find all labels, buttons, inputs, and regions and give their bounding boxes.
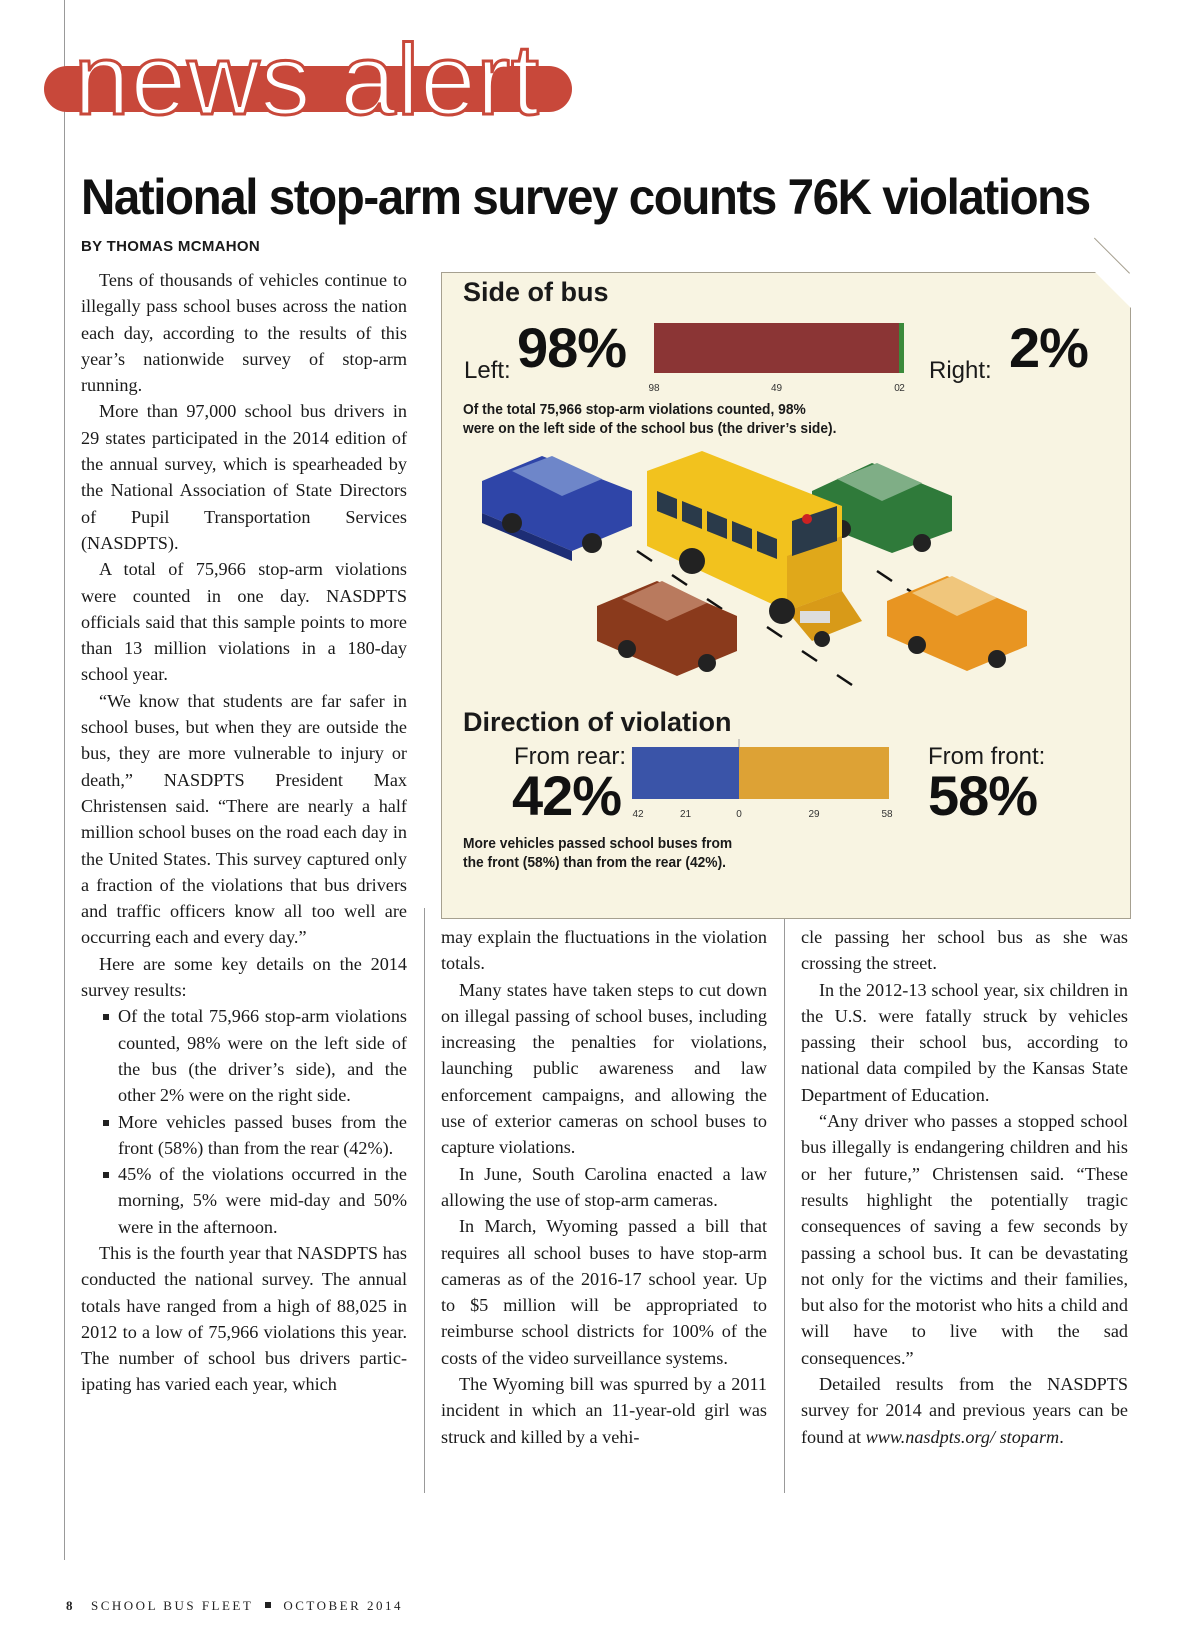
banner-text: news alert <box>74 24 540 136</box>
paragraph: In the 2012-13 school year, six children in the U.S. were fatally struck by vehicles passing their school bus, according to national data compiled by the Kansas State Department of Education. <box>801 979 1128 1105</box>
paragraph: More than 97,000 school bus drivers in 29 states participated in the 2014 edition of the annual survey, which is spearheaded by the National Association of State Directors of Pupil Transportation Services (NASDPTS). <box>81 401 407 553</box>
paragraph <box>801 1371 1128 1450</box>
tick-label: 42 <box>632 809 644 820</box>
paragraph: may explain the fluctuations in the violation totals. <box>441 927 767 974</box>
brown-car-icon <box>597 581 737 676</box>
infographic <box>441 272 1131 919</box>
paragraph-text: . <box>1059 1426 1064 1447</box>
list-item: Of the total 75,966 stop-arm violations counted, 98% were on the left side of the bus (the driver’s side), and the other 2% were on the right side. <box>81 1003 407 1108</box>
paragraph-text: Detailed results from the NASDPTS survey for 2014 and previous years can be found at <box>801 1374 1128 1447</box>
news-alert-banner <box>44 24 574 136</box>
rear-percent: 42% <box>512 764 622 827</box>
tick-label: 29 <box>808 809 820 820</box>
list-item: 45% of the violations occurred in the morning, 5% were mid-day and 50% were in the afternoon. <box>81 1161 407 1240</box>
column-rule <box>424 908 425 1493</box>
paragraph: “We know that students are far safer in school buses, but when they are outside the bus, they are more vulnerable to injury or death,” NASDPTS President Max Christensen said. “There are nearly a half million school buses on the road each day in the United States. This survey captured only a fraction of the violations that bus drivers and traffic officers know all too well are occurring each and every day.” <box>81 690 407 948</box>
tick-label: 0 <box>736 809 742 820</box>
front-percent: 58% <box>928 764 1038 827</box>
article-column-3 <box>801 924 1128 1450</box>
page-number: 8 <box>66 1598 75 1613</box>
footer-separator <box>265 1602 271 1608</box>
key-details-list <box>81 1003 407 1240</box>
front-label: From front: <box>928 743 1046 770</box>
paragraph: This is the fourth year that NASDPTS has conducted the national survey. The annual totals have ranged from a high of 88,025 in 2012 to a low of 75,966 violations this year. The number of school bus drivers participating has varied each year, which <box>81 1242 407 1395</box>
corner-fold <box>1095 272 1131 308</box>
page-footer <box>66 1598 403 1614</box>
bar-front <box>739 747 889 799</box>
right-label: Right: <box>929 357 992 384</box>
corner-fold-line <box>1094 238 1130 274</box>
direction-caption-line-1: More vehicles passed school buses from <box>463 835 733 852</box>
tick-label: 58 <box>881 809 893 820</box>
paragraph: “Any driver who passes a stopped school bus illegally is endangering children and his or her future,” Christensen said. “These results highlight the potentially tragic consequences of saving a few seconds by passing a school bus. It can be devastating not only for the victims and their families, but also for the motorist who hits a child and will have to live with the sad consequences.” <box>801 1111 1128 1368</box>
column-rule <box>784 908 785 1493</box>
magazine-name: SCHOOL BUS FLEET <box>91 1598 254 1613</box>
tick-label: 98 <box>648 383 660 394</box>
tick-label: 21 <box>679 809 692 820</box>
side-caption-line-2: were on the left side of the school bus (the driver’s side). <box>463 420 837 437</box>
left-label: Left: <box>464 357 511 384</box>
direction-ticks <box>632 809 893 820</box>
paragraph: Tens of thousands of vehicles continue to illegally pass school buses across the nation each day, according to the results of this year’s nationwide survey of stop-arm running. <box>81 270 407 396</box>
side-caption-line-1: Of the total 75,966 stop-arm violations counted, 98% <box>463 401 806 418</box>
paragraph: cle passing her school bus as she was crossing the street. <box>801 927 1128 974</box>
paragraph: In June, South Carolina enacted a law allowing the use of stop-arm cameras. <box>441 1163 767 1210</box>
direction-caption-line-2: the front (58%) than from the rear (42%). <box>463 854 727 871</box>
side-of-bus-title: Side of bus <box>463 277 609 307</box>
paragraph: In March, Wyoming passed a bill that requires all school buses to have stop-arm cameras as of the 2016-17 school year. Up to $5 million will be appropriated to reimburse school districts for 100% of the costs of the video surveillance systems. <box>441 1216 767 1368</box>
paragraph: A total of 75,966 stop-arm violations were counted in one day. NASDPTS officials said that this sample points to more than 13 million violations in a 180-day school year. <box>81 559 407 685</box>
side-of-bus-chart <box>648 323 914 394</box>
tick-label: 49 <box>770 383 783 394</box>
article-column-1 <box>81 267 407 1398</box>
article-column-2 <box>441 924 767 1450</box>
right-percent: 2% <box>1009 316 1088 379</box>
tick-label: 0 <box>894 383 900 394</box>
paragraph: Many states have taken steps to cut down on illegal passing of school buses, including increasing the penalties for violations, launching public awareness and law enforcement campaigns, and allowing the use of exterior cameras on school buses to capture violations. <box>441 979 767 1158</box>
bar-left <box>654 323 899 373</box>
issue-date: OCTOBER 2014 <box>283 1598 403 1613</box>
list-item: More vehicles passed buses from the front (58%) than from the rear (42%). <box>81 1109 407 1162</box>
headline: National stop-arm survey counts 76K violations <box>81 169 1090 225</box>
bus-and-cars-illustration <box>482 451 1102 711</box>
left-percent: 98% <box>517 316 627 379</box>
blue-car-icon <box>482 456 632 561</box>
nasdpts-link[interactable]: www.nasdpts.org/ stoparm <box>865 1426 1060 1447</box>
side-ticks <box>648 383 905 394</box>
paragraph: The Wyoming bill was spurred by a 2011 incident in which an 11-year-old girl was struck and killed by a vehi- <box>441 1374 767 1447</box>
direction-chart <box>632 739 922 829</box>
page-margin-rule <box>64 0 65 1560</box>
bar-rear <box>632 747 739 799</box>
tick-label: 2 <box>899 383 905 394</box>
paragraph: Here are some key details on the 2014 survey results: <box>81 953 407 1001</box>
rear-label: From rear: <box>514 743 627 770</box>
direction-title: Direction of violation <box>463 707 732 737</box>
byline: BY THOMAS MCMAHON <box>81 238 260 255</box>
bar-right <box>899 323 904 373</box>
